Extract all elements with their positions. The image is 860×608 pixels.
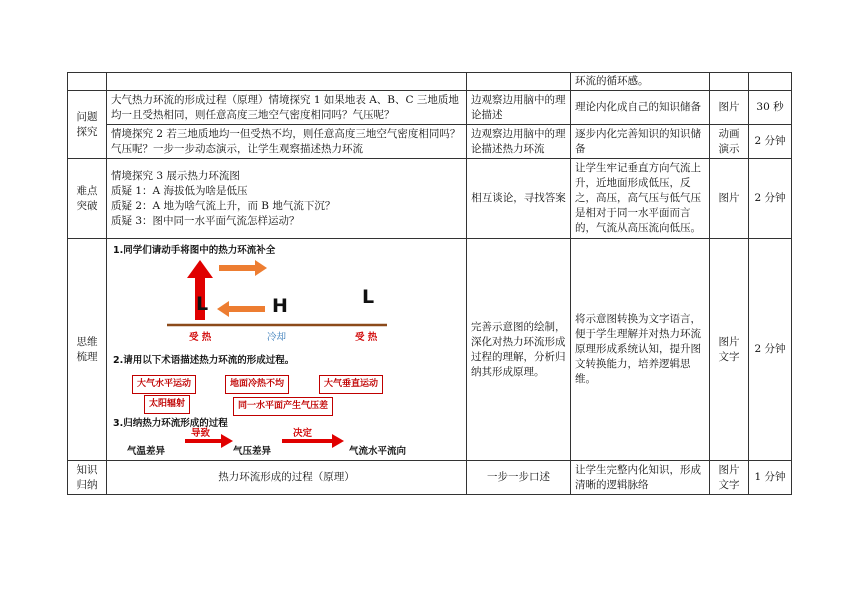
stage-label: 问题 探究 <box>76 110 98 138</box>
media-cell: 图片 <box>710 91 749 125</box>
stage-label: 思维 梳理 <box>76 335 98 363</box>
time-cell: 30 秒 <box>749 91 792 125</box>
activity-cell: 完善示意图的绘制，深化对热力环流形成过程的理解，分析归纳其形成原理。 <box>467 239 571 461</box>
time-cell: 2 分钟 <box>749 159 792 239</box>
media-label: 动画 演示 <box>718 127 740 155</box>
stage-cell <box>68 239 107 461</box>
time-cell: 2 分钟 <box>749 239 792 461</box>
activity-cell: 相互谈论，寻找答案 <box>467 159 571 239</box>
content-line: 质疑 1：A 海拔低为啥是低压 <box>111 184 248 197</box>
term-box: 太阳辐射 <box>144 395 190 414</box>
time-cell: 1 分钟 <box>749 461 792 495</box>
table-row <box>68 239 792 461</box>
arrow-label-lead-to: 导致 <box>191 427 211 439</box>
flow-horizontal-direction: 气流水平流向 <box>349 445 407 457</box>
intent-cell: 逐步内化完善知识的知识储备 <box>571 125 710 159</box>
activity-cell: 边观察边用脑中的理论描述热力环流 <box>467 125 571 159</box>
intent-cell: 让学生牢记垂直方向气流上升，近地面形成低压，反之，高压，高气压与低气压是相对于同一水平面而言的，气流从高压流向低压。 <box>571 159 710 239</box>
intent-cell: 将示意图转换为文字语言，便于学生理解并对热力环流原理形成系统认知，提升图文转换能力，培养逻辑思维。 <box>571 239 710 461</box>
low-pressure-label-right: L <box>362 285 375 308</box>
low-pressure-label-left: L <box>196 292 209 315</box>
table-row <box>68 461 792 495</box>
stage-label: 知识 归纳 <box>76 463 98 491</box>
term-box: 大气水平运动 <box>132 375 196 394</box>
stage-cell <box>68 73 107 91</box>
activity-cell: 一步一步口述 <box>467 461 571 495</box>
time-cell <box>749 73 792 91</box>
media-label: 图片 文字 <box>718 463 740 491</box>
step-2-text: 2.请用以下术语描述热力环流的形成过程。 <box>113 354 295 366</box>
flow-temperature-difference: 气温差异 <box>127 445 166 457</box>
content-cell: 大气热力环流的形成过程（原理）情境探究 1 如果地表 A、B、C 三地质地均一且受热相同，则任意高度三地空气密度相同吗？气压呢？ <box>107 91 467 125</box>
heating-label-left: 受 热 <box>189 331 212 343</box>
content-cell: 热力环流形成的过程（原理） <box>107 461 467 495</box>
table-row <box>68 159 792 239</box>
step-1-text: 1.同学们请动手将图中的热力环流补全 <box>113 244 276 256</box>
term-box: 大气垂直运动 <box>319 375 383 394</box>
media-cell: 图片 <box>710 159 749 239</box>
term-box: 地面冷热不均 <box>225 375 289 394</box>
stage-cell <box>68 159 107 239</box>
high-pressure-label: H <box>272 294 288 317</box>
media-cell <box>710 125 749 159</box>
activity-cell: 边观察边用脑中的理论描述 <box>467 91 571 125</box>
activity-cell <box>467 73 571 91</box>
table-row <box>68 91 792 125</box>
heating-label-right: 受 热 <box>355 331 378 343</box>
content-cell <box>107 239 467 461</box>
content-cell: 情境探究 2 若三地质地均一但受热不均，则任意高度三地空气密度相同吗？气压呢？一步一步动态演示，让学生观察描述热力环流 <box>107 125 467 159</box>
media-cell <box>710 73 749 91</box>
determine-arrow <box>282 434 344 448</box>
intent-cell: 环流的循环感。 <box>571 73 710 91</box>
flow-pressure-difference: 气压差异 <box>233 445 272 457</box>
stage-label: 难点 突破 <box>76 184 98 212</box>
media-cell <box>710 239 749 461</box>
surface-flow-arrow <box>217 301 265 317</box>
step-3-text: 3.归纳热力环流形成的过程 <box>113 417 228 429</box>
stage-cell <box>68 91 107 159</box>
upper-flow-arrow <box>219 260 267 276</box>
table-row <box>68 125 792 159</box>
table-row <box>68 73 792 91</box>
content-line: 质疑 3：图中同一水平面气流怎样运动？ <box>111 214 300 227</box>
content-line: 情境探究 3 展示热力环流图 <box>111 169 240 182</box>
time-cell: 2 分钟 <box>749 125 792 159</box>
content-cell <box>107 73 467 91</box>
content-line: 质疑 2：A 地为啥气流上升，而 B 地气流下沉？ <box>111 199 336 212</box>
intent-cell: 理论内化成自己的知识储备 <box>571 91 710 125</box>
media-cell <box>710 461 749 495</box>
content-cell <box>107 159 467 239</box>
intent-cell: 让学生完整内化知识，形成清晰的逻辑脉络 <box>571 461 710 495</box>
lesson-plan-table <box>67 72 792 495</box>
media-label: 图片 文字 <box>718 335 740 363</box>
arrow-label-determine: 决定 <box>293 427 313 439</box>
stage-cell <box>68 461 107 495</box>
term-box: 同一水平面产生气压差 <box>233 397 333 416</box>
cooling-label: 冷却 <box>267 331 287 343</box>
thermal-circulation-diagram <box>107 240 466 460</box>
